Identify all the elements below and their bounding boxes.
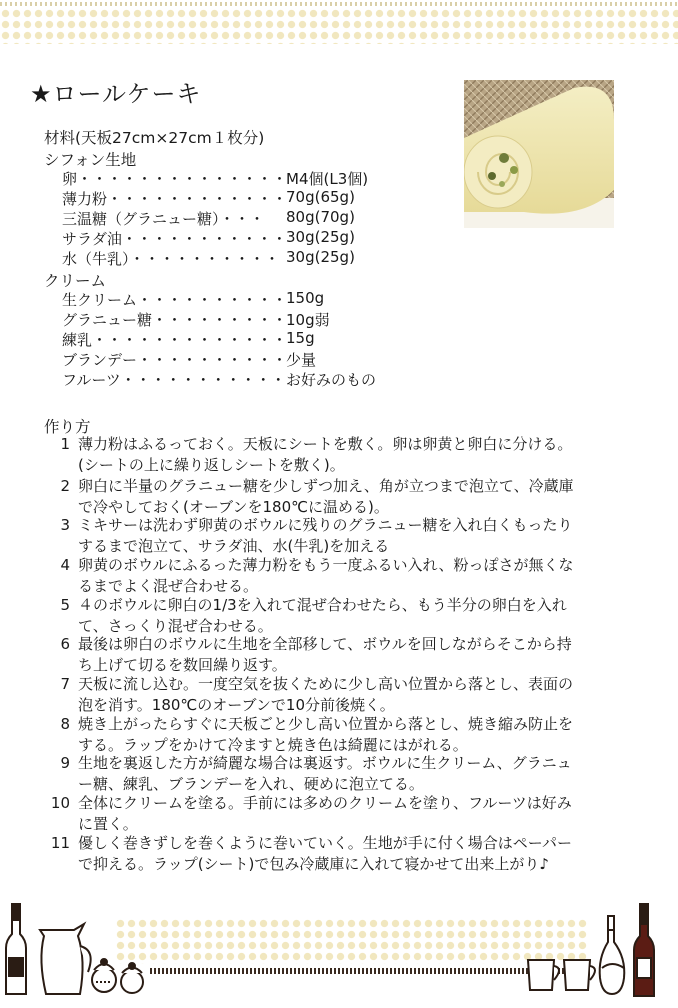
sugar-pot-icon [92,959,143,993]
page-title: ★ロールケーキ [30,80,202,108]
pitcher-icon [40,924,91,994]
bottom-dash-rule [150,968,570,974]
kitchen-illustration-right [524,902,674,1002]
steps-heading: 作り方 [44,418,91,436]
bottom-dot-border [115,918,588,964]
ingredients-header: 材料(天板27cm×27cm１枚分) [44,129,265,147]
decanter-icon [600,916,625,994]
cream-heading: クリーム [44,272,107,290]
bottle-icon [6,904,26,994]
bottle-icon [634,904,654,996]
top-dot-border [0,8,678,44]
cup-icon [528,960,595,990]
roll-cake-photo [464,80,614,228]
chiffon-heading: シフォン生地 [44,151,137,169]
kitchen-illustration-left [4,900,154,1000]
top-border [0,2,678,6]
